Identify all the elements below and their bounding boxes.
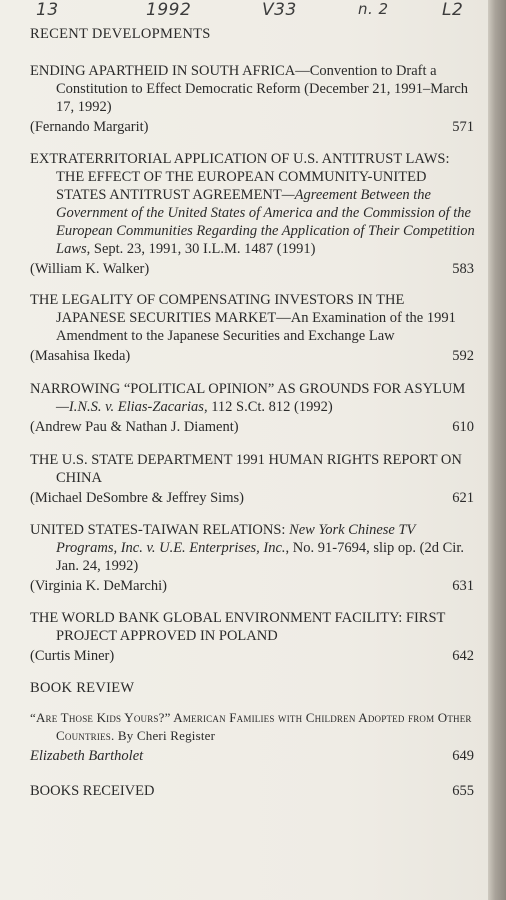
toc-entry-books-received — [30, 780, 476, 800]
toc-entry-asylum — [30, 380, 476, 436]
toc-entry-apartheid — [30, 62, 476, 136]
entry-author: (Masahisa Ikeda) — [30, 348, 131, 364]
entry-page-number: 610 — [452, 419, 474, 435]
section-heading-books-received: BOOKS RECEIVED — [30, 783, 155, 799]
entry-title: THE WORLD BANK GLOBAL ENVIRONMENT FACILITY: FIRST PROJECT APPROVED IN POLAND — [30, 610, 446, 644]
entry-page-number: 592 — [452, 348, 474, 364]
section-heading-recent-developments: RECENT DEVELOPMENTS — [30, 26, 211, 42]
handwritten-note-3: V33 — [262, 0, 297, 20]
entry-page-number: 583 — [452, 261, 474, 277]
toc-entry-world-bank — [30, 609, 476, 665]
entry-title: ENDING APARTHEID IN SOUTH AFRICA—Convention to Draft a Constitution to Effect Democratic Reform (December 21, 1991–March 17, 1992) — [30, 63, 469, 115]
entry-page-number: 655 — [452, 783, 474, 799]
toc-entry-taiwan-relations — [30, 521, 476, 595]
handwritten-note-4: n. 2 — [358, 0, 389, 18]
entry-author: (Michael DeSombre & Jeffrey Sims) — [30, 490, 244, 506]
entry-title: UNITED STATES-TAIWAN RELATIONS: New York Chinese TV Programs, Inc. v. U.E. Enterprises, Inc., No. 91-7694, slip op. (2d Cir. Jan. 24, 1992) — [30, 522, 464, 574]
entry-page-number: 621 — [452, 490, 474, 506]
entry-title: NARROWING “POLITICAL OPINION” AS GROUNDS FOR ASYLUM—I.N.S. v. Elias-Zacarias, 112 S.Ct. 812 (1992) — [30, 381, 466, 415]
entry-author: (William K. Walker) — [30, 261, 150, 277]
entry-title: THE LEGALITY OF COMPENSATING INVESTORS IN THE JAPANESE SECURITIES MARKET—An Examination of the 1991 Amendment to the Japanese Securities and Exchange Law — [30, 292, 456, 344]
entry-author: (Fernando Margarit) — [30, 119, 149, 135]
entry-author: (Curtis Miner) — [30, 648, 115, 664]
toc-entry-book-review — [30, 709, 476, 765]
entry-title: EXTRATERRITORIAL APPLICATION OF U.S. ANTITRUST LAWS: THE EFFECT OF THE EUROPEAN COMMUNITY-UNITED STATES ANTITRUST AGREEMENT—Agreement Between the Government of the United States of America and the Commission of the European Communities Regarding the Application of Their Competition Laws, Sept. 23, 1991, 30 I.L.M. 1487 (1991) — [30, 151, 475, 257]
entry-title: THE U.S. STATE DEPARTMENT 1991 HUMAN RIGHTS REPORT ON CHINA — [30, 452, 462, 486]
handwritten-note-5: L2 — [442, 0, 464, 20]
entry-page-number: 631 — [452, 578, 474, 594]
section-heading-book-review: BOOK REVIEW — [30, 680, 135, 696]
page-edge-shadow — [488, 0, 506, 900]
review-author: Elizabeth Bartholet — [30, 748, 144, 764]
handwritten-note-2: 1992 — [146, 0, 192, 20]
toc-entry-japanese-securities — [30, 291, 476, 365]
entry-author: (Virginia K. DeMarchi) — [30, 578, 167, 594]
toc-entry-antitrust — [30, 150, 476, 278]
entry-page-number: 571 — [452, 119, 474, 135]
entry-author: (Andrew Pau & Nathan J. Diament) — [30, 419, 239, 435]
entry-page-number: 649 — [452, 748, 474, 764]
review-title: “Are Those Kids Yours?” American Families with Children Adopted from Other Countries. By Cheri Register — [30, 710, 472, 743]
handwritten-note-1: 13 — [36, 0, 59, 20]
entry-page-number: 642 — [452, 648, 474, 664]
toc-entry-human-rights-china — [30, 451, 476, 507]
